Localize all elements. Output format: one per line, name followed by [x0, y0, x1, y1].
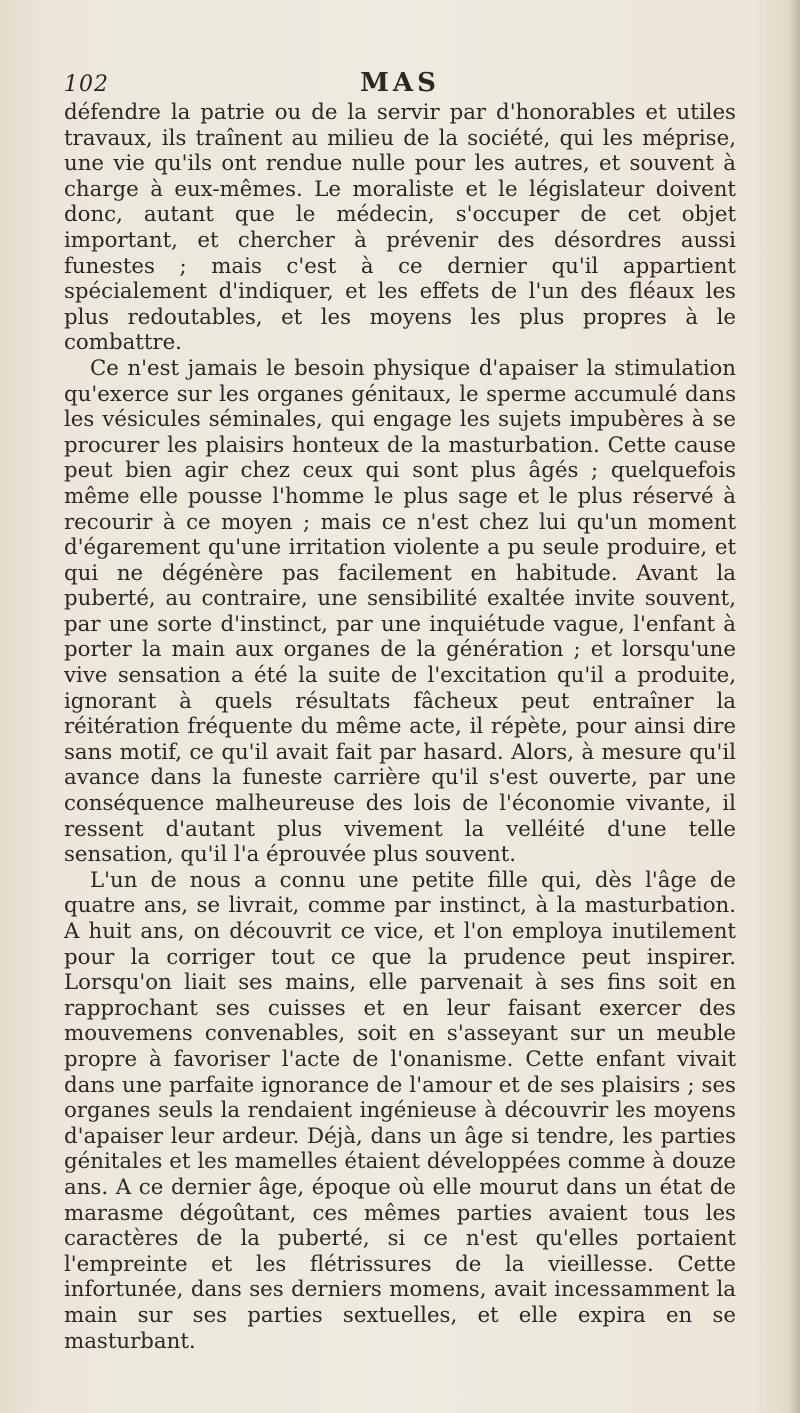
running-head: MAS: [360, 68, 440, 98]
page-number: 102: [64, 72, 109, 97]
paragraph-continued: défendre la patrie ou de la servir par d'honorables et utiles travaux, ils traînent au milieu de la société, qui les méprise, une vie qu'ils ont rendue nulle pour les autres, et souvent à charge à eux-mêmes. Le moraliste et le législateur doivent donc, autant que le médecin, s'occuper de cet objet important, et chercher à prévenir des désordres aussi funestes ; mais c'est à ce dernier qu'il appartient spécialement d'indiquer, et les effets de l'un des fléaux les plus redoutables, et les moyens les plus propres à le combattre.: [64, 100, 736, 356]
body-text: [64, 100, 736, 1354]
paragraph: Ce n'est jamais le besoin physique d'apaiser la stimulation qu'exerce sur les organes génitaux, le sperme accumulé dans les vésicules séminales, qui engage les sujets impubères à se procurer les plaisirs honteux de la masturbation. Cette cause peut bien agir chez ceux qui sont plus âgés ; quelquefois même elle pousse l'homme le plus sage et le plus réservé à recourir à ce moyen ; mais ce n'est chez lui qu'un moment d'égarement qu'une irritation violente a pu seule produire, et qui ne dégénère pas facilement en habitude. Avant la puberté, au contraire, une sensibilité exaltée invite souvent, par une sorte d'instinct, par une inquiétude vague, l'enfant à porter la main aux organes de la génération ; et lorsqu'une vive sensation a été la suite de l'excitation qu'il a produite, ignorant à quels résultats fâcheux peut entraîner la réitération fréquente du même acte, il répète, pour ainsi dire sans motif, ce qu'il avait fait par hasard. Alors, à mesure qu'il avance dans la funeste carrière qu'il s'est ouverte, par une conséquence malheureuse des lois de l'économie vivante, il ressent d'autant plus vivement la velléité d'une telle sensation, qu'il l'a éprouvée plus souvent.: [64, 355, 736, 868]
page-header: [64, 68, 736, 102]
paragraph: L'un de nous a connu une petite fille qui, dès l'âge de quatre ans, se livrait, comme par instinct, à la masturbation. A huit ans, on découvrit ce vice, et l'on employa inutilement pour la corriger tout ce que la prudence peut inspirer. Lorsqu'on liait ses mains, elle parvenait à ses fins soit en rapprochant ses cuisses et en leur faisant exercer des mouvemens convenables, soit en s'asseyant sur un meuble propre à favoriser l'acte de l'onanisme. Cette enfant vivait dans une parfaite ignorance de l'amour et de ses plaisirs ; ses organes seuls la rendaient ingénieuse à découvrir les moyens d'apaiser leur ardeur. Déjà, dans un âge si tendre, les parties génitales et les mamelles étaient développées comme à douze ans. A ce dernier âge, époque où elle mourut dans un état de marasme dégoûtant, ces mêmes parties avaient tous les caractères de la puberté, si ce n'est qu'elles portaient l'empreinte et les flétrissures de la vieillesse. Cette infortunée, dans ses derniers momens, avait incessamment la main sur ses parties sextuelles, et elle expira en se masturbant.: [64, 867, 736, 1354]
page-gutter-shadow: [788, 0, 800, 1413]
